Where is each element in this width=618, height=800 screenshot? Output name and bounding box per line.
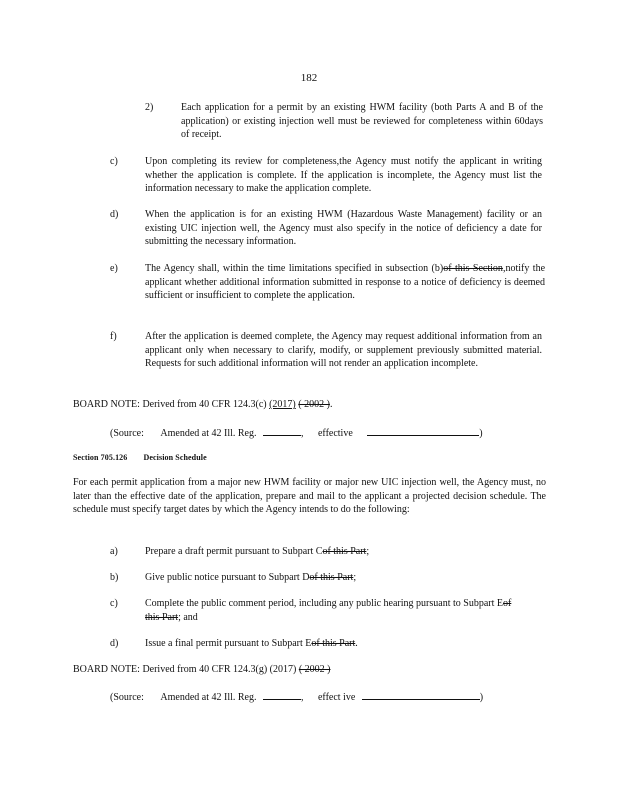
board-note: [73, 663, 553, 677]
blank-line: [263, 689, 301, 700]
item-text-part: Prepare a draft permit pursuant to Subpart C: [145, 546, 323, 557]
deleted-text: ( 2002 ): [298, 399, 330, 410]
item-text-part: Issue a final permit pursuant to Subpart E: [145, 638, 312, 649]
board-note-text: BOARD NOTE: Derived from 40 CFR 124.3(c): [73, 399, 267, 410]
item-text-part: .: [355, 638, 358, 649]
section-title: Decision Schedule: [143, 453, 207, 462]
page-number: 182: [300, 72, 318, 84]
item-label: e): [110, 263, 118, 274]
item-text: When the application is for an existing HWM (Hazardous Waste Management) facility or an existing UIC injection well, the Agency must also specify in the notice of deficiency a date for submitting the necessary information.: [145, 209, 542, 247]
close-paren: ): [479, 692, 484, 703]
item-text-part: ;: [366, 546, 370, 557]
section-paragraph: For each permit application from a major new HWM facility or major new UIC injection well, the Agency must, no later than the effective date of the application, prepare and mail to the applicant a projected decision schedule. The schedule must specify target dates by which the Agency intends to do the following:: [73, 477, 546, 515]
deleted-text: of this Part: [311, 638, 356, 649]
effective-label: effect ive: [317, 692, 356, 703]
item-text: Each application for a permit by an existing HWM facility (both Parts A and B of the application) or existing injection well must be reviewed for completeness within 60days of receipt.: [181, 102, 543, 140]
board-note-suffix: .: [329, 399, 333, 410]
section-number: Section 705.126: [73, 453, 128, 462]
item-text: [145, 545, 545, 559]
source-label: (Source:: [110, 692, 144, 703]
blank-line: [362, 689, 480, 700]
blank-line: [263, 425, 301, 436]
close-paren: ): [479, 428, 483, 439]
effective-label: effective: [317, 428, 353, 439]
source-note: [110, 689, 550, 703]
deleted-text: of this Part: [322, 546, 367, 557]
item-label: c): [110, 598, 118, 609]
inserted-text: (2017): [269, 399, 296, 410]
source-label: (Source:: [110, 428, 144, 439]
section-heading: [73, 453, 221, 462]
source-text: Amended at 42 Ill. Reg.: [160, 428, 257, 439]
item-text: [145, 571, 545, 585]
item-label: 2): [145, 102, 154, 113]
item-label: c): [110, 156, 118, 167]
item-text-part: Give public notice pursuant to Subpart D: [145, 572, 310, 583]
separator: ,: [300, 692, 304, 703]
item-text-part: ,notify the applicant whether additional information submitted in response to a notice of deficiency is deemed sufficient or insufficient to complete the application.: [145, 263, 546, 301]
board-note: [73, 398, 553, 412]
item-text: After the application is deemed complete, the Agency may request additional information from an applicant only when necessary to clarify, modify, or supplement previously submitted material. Requests for such additional information will not render an application incomplete.: [145, 331, 542, 369]
deleted-text: ( 2002 ): [298, 664, 331, 675]
source-text: Amended at 42 Ill. Reg.: [160, 692, 257, 703]
item-text: [145, 637, 545, 651]
item-text-part: Complete the public comment period, including any public hearing pursuant to Subpart E: [145, 598, 503, 609]
item-label: a): [110, 546, 118, 557]
deleted-text: of this Part: [145, 598, 512, 623]
source-note: [110, 425, 550, 439]
item-label: b): [110, 572, 119, 583]
item-label: d): [110, 638, 119, 649]
board-note-text: BOARD NOTE: Derived from 40 CFR 124.3(g) (2017): [73, 664, 297, 675]
item-text-part: ; and: [178, 611, 198, 623]
blank-line: [367, 425, 479, 436]
separator: ,: [300, 428, 304, 439]
item-text: [145, 597, 525, 624]
item-label: f): [110, 331, 117, 342]
item-label: d): [110, 209, 119, 220]
item-text-part: ;: [353, 572, 357, 583]
item-text: Upon completing its review for completeness,the Agency must notify the applicant in writing whether the application is complete. If the application is incomplete, the Agency must list the information necessary to make the application complete.: [145, 156, 542, 194]
deleted-text: of this Part: [309, 572, 354, 583]
item-text: [145, 262, 545, 303]
deleted-text: of this Section: [443, 263, 503, 274]
item-text-part: The Agency shall, within the time limitations specified in subsection (b): [145, 263, 444, 274]
